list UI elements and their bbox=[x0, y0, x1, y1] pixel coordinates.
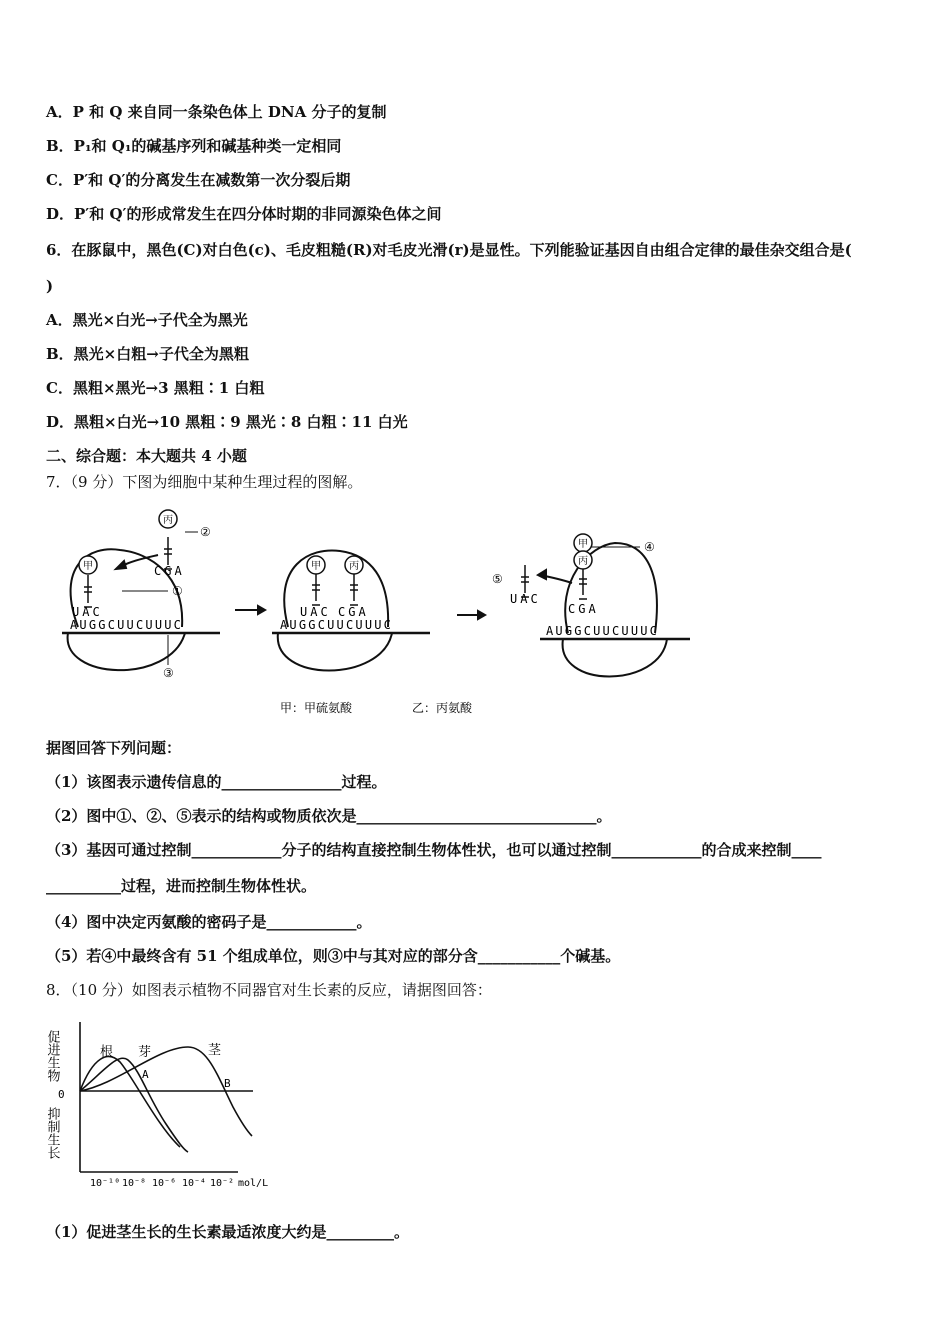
option-q6-c: C．黑粗×黑光→3 黑粗∶1 白粗 bbox=[46, 379, 265, 397]
q7-sub-1: （1）该图表示遗传信息的________________过程。 bbox=[46, 773, 387, 791]
unit-label: mol/L bbox=[238, 1178, 269, 1189]
q7-stem: 7．（9 分）下图为细胞中某种生理过程的图解。 bbox=[46, 473, 363, 491]
section-heading: 二、综合题：本大题共 4 小题 bbox=[46, 447, 247, 465]
label-jia-2: 甲 bbox=[311, 561, 321, 572]
marker-3: ③ bbox=[163, 666, 174, 680]
option-q5-a: A．P 和 Q 来自同一条染色体上 DNA 分子的复制 bbox=[46, 103, 387, 121]
ylabel-bottom: 抑制生长 bbox=[44, 1107, 60, 1159]
anticodon-jia-1: UAC bbox=[72, 605, 103, 619]
tick-2: 10⁻⁸ bbox=[122, 1178, 147, 1189]
label-bing-1: 丙 bbox=[163, 515, 173, 526]
q8-sub-1: （1）促进茎生长的生长素最适浓度大约是_________。 bbox=[46, 1223, 409, 1241]
mrna-seq-3: AUGGCUUCUUUC bbox=[546, 624, 660, 638]
point-b: B bbox=[224, 1077, 231, 1090]
trna-jia-2 bbox=[312, 573, 320, 605]
anticodon-jia-2: UAC bbox=[300, 605, 331, 619]
label-bing-3: 丙 bbox=[578, 556, 588, 567]
q7-sub-2: （2）图中①、②、⑤表示的结构或物质依次是________________________________。 bbox=[46, 807, 612, 825]
option-q5-d: D．P′和 Q′的形成常发生在四分体时期的非同源染色体之间 bbox=[46, 205, 442, 223]
trna-jia-1 bbox=[84, 575, 92, 607]
ribosome-small-1 bbox=[68, 633, 185, 670]
trna-bing-3 bbox=[579, 567, 587, 599]
tick-1: 10⁻¹⁰ bbox=[90, 1178, 121, 1189]
option-q5-b: B．P₁和 Q₁的碱基序列和碱基种类一定相同 bbox=[46, 137, 342, 155]
q7-sub-4: （4）图中决定丙氨酸的密码子是____________。 bbox=[46, 913, 372, 931]
q7-sub-3: （3）基因可通过控制____________分子的结构直接控制生物体性状，也可以通过控制____________的合成来控制____ bbox=[46, 841, 822, 859]
tick-4: 10⁻⁴ bbox=[182, 1178, 207, 1189]
anticodon-bing-3: CGA bbox=[568, 602, 599, 616]
anticodon-bing-1: CGA bbox=[154, 564, 185, 578]
translation-diagram bbox=[50, 505, 690, 725]
q6-stem: 6．在豚鼠中，黑色(C)对白色(c)、毛皮粗糙(R)对毛皮光滑(r)是显性。下列能验证基因自由组合定律的最佳杂交组合是( bbox=[46, 241, 852, 259]
label-root: 根 bbox=[100, 1045, 114, 1060]
q7-sub-3-cont: __________过程，进而控制生物体性状。 bbox=[46, 877, 317, 895]
anticodon-bing-2: CGA bbox=[338, 605, 369, 619]
ylabel-zero: 0 bbox=[58, 1088, 65, 1101]
option-q5-c: C．P′和 Q′的分离发生在减数第一次分裂后期 bbox=[46, 171, 351, 189]
point-a: A bbox=[142, 1068, 149, 1081]
option-q6-a: A．黑光×白光→子代全为黑光 bbox=[46, 311, 248, 329]
q7-intro: 据图回答下列问题： bbox=[46, 739, 182, 757]
label-jia-3: 甲 bbox=[578, 539, 588, 550]
auxin-response-chart bbox=[44, 1012, 298, 1192]
marker-2: ② bbox=[200, 525, 211, 539]
ribosome-small-2 bbox=[278, 633, 392, 671]
ylabel-top: 促进生物 bbox=[44, 1030, 60, 1082]
q7-sub-5: （5）若④中最终含有 51 个组成单位，则③中与其对应的部分含___________个碱基。 bbox=[46, 947, 621, 965]
caption-yi: 乙：丙氨酸 bbox=[412, 701, 473, 715]
mrna-seq-1: AUGGCUUCUUUC bbox=[70, 618, 184, 632]
tick-5: 10⁻² bbox=[210, 1178, 235, 1189]
q8-stem: 8．（10 分）如图表示植物不同器官对生长素的反应，请据图回答： bbox=[46, 981, 492, 999]
option-q6-b: B．黑光×白粗→子代全为黑粗 bbox=[46, 345, 249, 363]
tick-3: 10⁻⁶ bbox=[152, 1178, 177, 1189]
label-bud: 芽 bbox=[138, 1045, 152, 1060]
option-q6-d: D．黑粗×白光→10 黑粗∶9 黑光∶8 白粗∶11 白光 bbox=[46, 413, 408, 431]
ribosome-small-3 bbox=[563, 639, 667, 677]
marker-4: ④ bbox=[644, 540, 655, 554]
label-bing-2: 丙 bbox=[349, 561, 359, 572]
label-jia-1: 甲 bbox=[83, 561, 93, 572]
anticodon-jia-3: UAC bbox=[510, 592, 541, 606]
marker-1: ① bbox=[172, 584, 183, 598]
caption-jia: 甲：甲硫氨酸 bbox=[280, 701, 353, 715]
trna-bing-2 bbox=[350, 573, 358, 605]
mrna-seq-2: AUGGCUUCUUUC bbox=[280, 618, 394, 632]
label-stem: 茎 bbox=[208, 1043, 222, 1058]
q6-stem-end: ) bbox=[46, 277, 54, 295]
marker-5: ⑤ bbox=[492, 572, 503, 586]
